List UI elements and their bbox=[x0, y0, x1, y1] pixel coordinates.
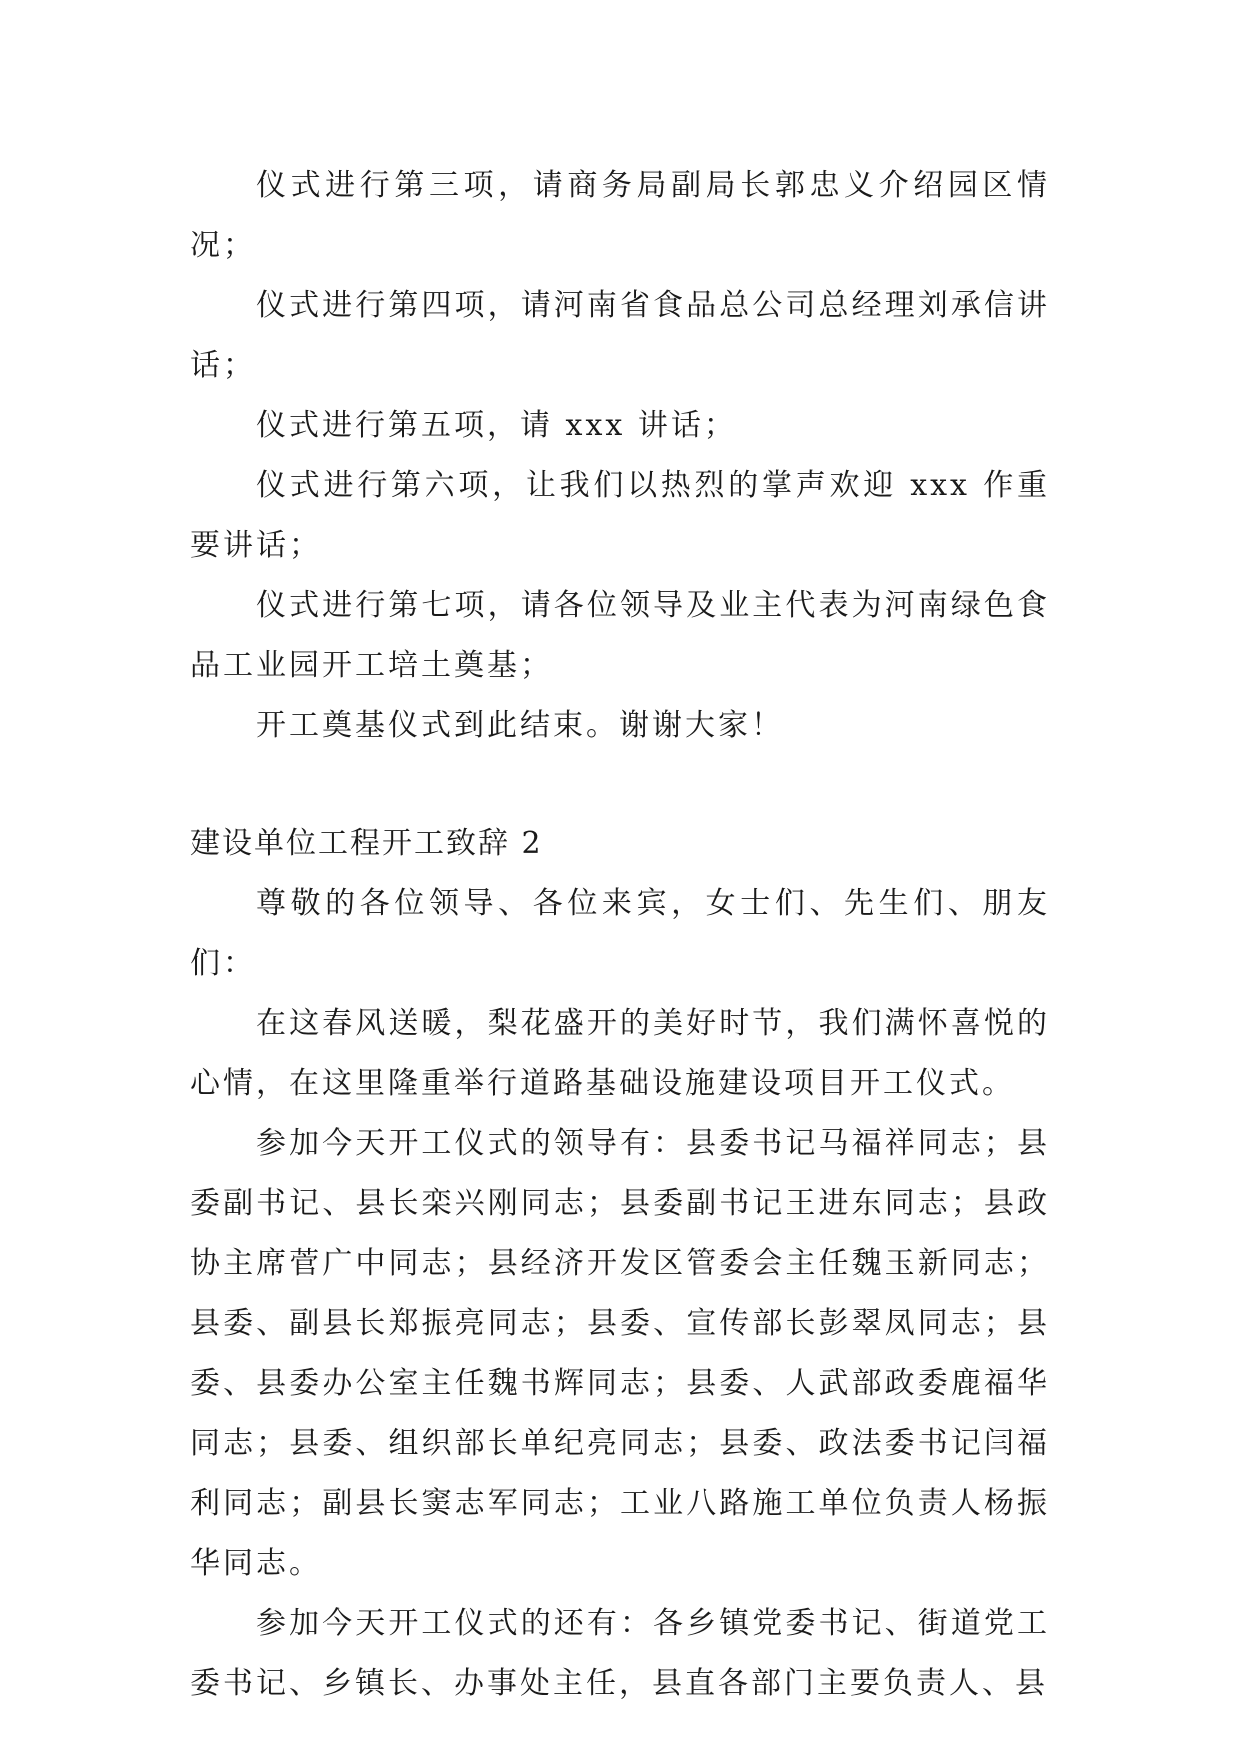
paragraph-leaders: 参加今天开工仪式的领导有：县委书记马福祥同志；县委副书记、县长栾兴刚同志；县委副书记王进东同志；县政协主席菅广中同志；县经济开发区管委会主任魏玉新同志；县委、副县长郑振亮同志；县委、宣传部长彭翠凤同志；县委、县委办公室主任魏书辉同志；县委、人武部政委鹿福华同志；县委、组织部长单纪亮同志；县委、政法委书记闫福利同志；副县长窦志军同志；工业八路施工单位负责人杨振华同志。 bbox=[190, 1126, 1050, 1581]
salutation: 尊敬的各位领导、各位来宾，女士们、先生们、朋友们： bbox=[190, 886, 1050, 981]
paragraph-attendees: 参加今天开工仪式的还有：各乡镇党委书记、街道党工委书记、乡镇长、办事处主任，县直各部门主要负责人、县 bbox=[190, 1606, 1050, 1701]
paragraph-item-6: 仪式进行第六项，让我们以热烈的掌声欢迎 xxx 作重要讲话； bbox=[190, 468, 1050, 563]
section-heading: 建设单位工程开工致辞 2 bbox=[190, 826, 543, 861]
paragraph-opening: 在这春风送暖，梨花盛开的美好时节，我们满怀喜悦的心情，在这里隆重举行道路基础设施建设项目开工仪式。 bbox=[190, 1006, 1050, 1101]
paragraph-closing: 开工奠基仪式到此结束。谢谢大家！ bbox=[256, 708, 784, 743]
paragraph-item-5: 仪式进行第五项，请 xxx 讲话； bbox=[256, 408, 737, 443]
document-body bbox=[190, 156, 1050, 1714]
paragraph-item-7: 仪式进行第七项，请各位领导及业主代表为河南绿色食品工业园开工培土奠基； bbox=[190, 588, 1050, 683]
paragraph-item-4: 仪式进行第四项，请河南省食品总公司总经理刘承信讲话； bbox=[190, 288, 1050, 383]
paragraph-item-3: 仪式进行第三项，请商务局副局长郭忠义介绍园区情况； bbox=[190, 168, 1050, 263]
